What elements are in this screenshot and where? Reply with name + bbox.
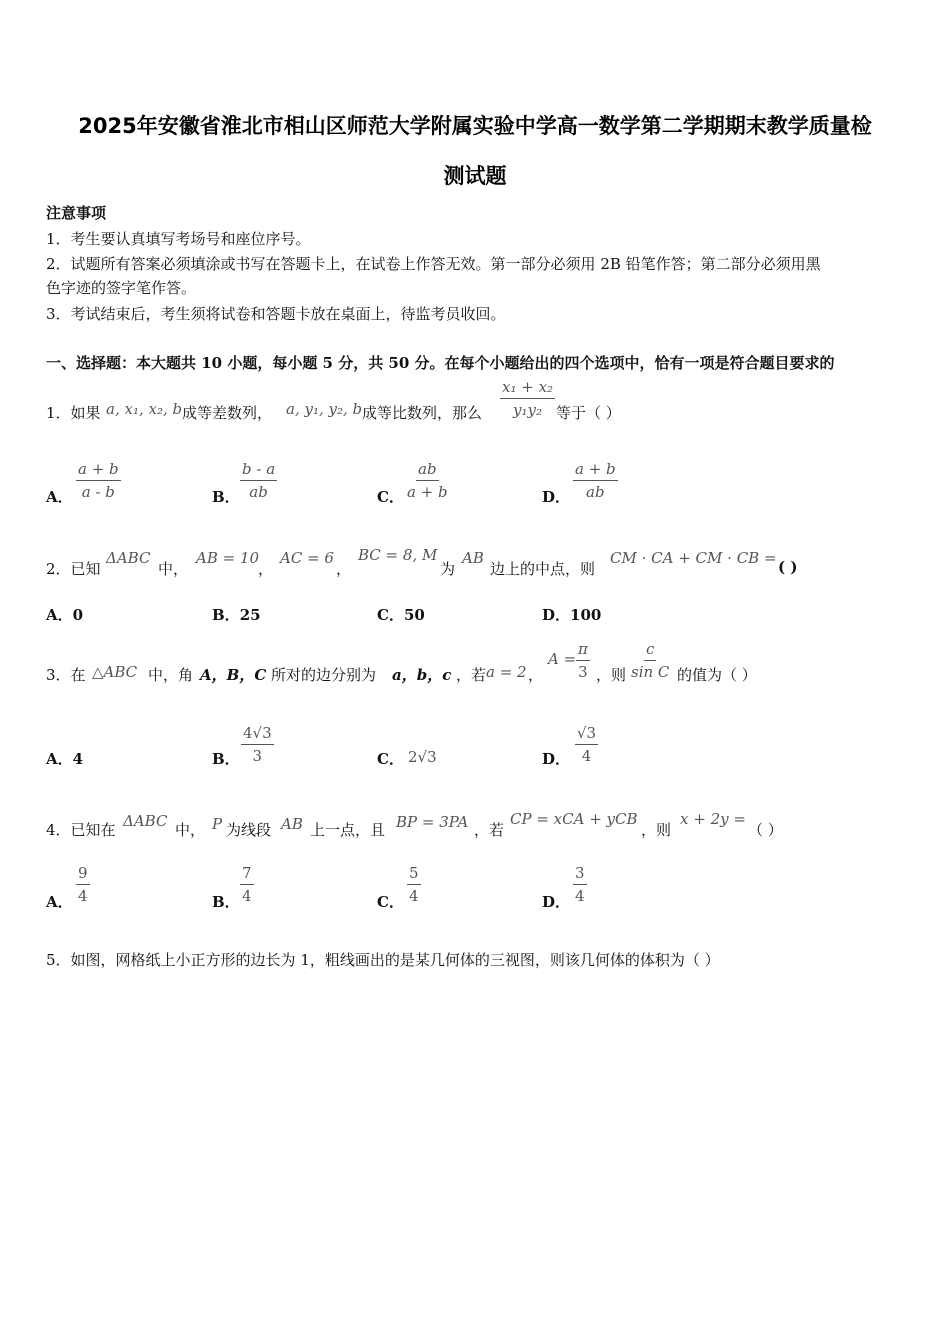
q2-option-d-value: 100	[570, 606, 602, 624]
q2-option-b	[212, 604, 261, 625]
q2-option-a-value: 0	[72, 606, 84, 624]
q3-option-d-den: 4	[581, 747, 592, 765]
q2-option-d-label: D．	[542, 606, 571, 624]
q4-option-d-den: 4	[575, 887, 585, 905]
q3-option-d-label: D．	[542, 750, 571, 768]
q1-number: 1．如果	[46, 404, 101, 422]
q3-text-3: 所对的边分别为	[271, 666, 377, 684]
section-heading: 一、选择题：本大题共 10 小题，每小题 5 分，共 50 分。在每个小题给出的四个选项中，恰有一项是符合题目要求的	[46, 354, 835, 372]
q1-option-d	[573, 460, 618, 501]
q1-text-1: 成等差数列，	[182, 404, 273, 422]
q1-option-c-num: ab	[416, 460, 439, 481]
q3-text-2: A，B，C	[200, 666, 267, 684]
q2-option-c	[377, 604, 425, 625]
q2-math-3: AC = 6	[280, 549, 334, 567]
q4-math-6: x + 2y =	[680, 810, 746, 828]
q4-math-1: ΔABC	[123, 812, 168, 830]
q3-fraction-a-den: 3	[578, 663, 588, 681]
q2-text-2: 为	[440, 560, 456, 578]
q4-option-d-label: D．	[542, 893, 571, 911]
q3-math-3: A =	[548, 650, 577, 668]
q4-option-c	[407, 864, 421, 905]
q2-option-b-label: B．	[212, 606, 240, 624]
notice-item-2-cont: 色字迹的签字笔作答。	[46, 279, 197, 297]
q2-option-c-label: C．	[377, 606, 404, 624]
q3-math-1: △ABC	[92, 663, 138, 681]
q3-option-b-den: 3	[252, 747, 263, 765]
q1-fraction	[500, 378, 555, 419]
q4-option-b-label: B．	[212, 893, 240, 911]
q4-option-a-num: 9	[76, 864, 90, 885]
q4-math-3: AB	[281, 815, 303, 833]
q3-text-6: ，则	[596, 666, 627, 684]
q1-math-2: a, y₁, y₂, b	[286, 400, 363, 418]
q3-text-7: 的值为（ ）	[677, 666, 757, 684]
q3-option-d	[575, 724, 598, 765]
q1-option-b-num: b - a	[240, 460, 277, 481]
question-5: 5．如图，网格纸上小正方形的边长为 1，粗线画出的是某几何体的三视图，则该几何体的体积为（ ）	[46, 951, 720, 969]
q4-option-a-label: A．	[46, 893, 73, 911]
q4-option-b-num: 7	[240, 864, 254, 885]
q1-text-3: 等于（ ）	[556, 404, 621, 422]
q2-math-2: AB = 10	[196, 549, 260, 567]
q2-math-6: CM · CA + CM · CB =	[610, 549, 777, 567]
q3-fraction-b	[631, 640, 669, 681]
q4-math-5: CP = xCA + yCB	[510, 810, 638, 828]
q3-number: 3．在	[46, 666, 86, 684]
q2-text-1: 中，	[158, 560, 189, 578]
q1-math-1: a, x₁, x₂, b	[106, 400, 183, 418]
q1-option-a-label: A．	[46, 488, 73, 506]
q1-option-a	[76, 460, 121, 501]
q3-option-c-label: C．	[377, 750, 404, 768]
q4-math-4: BP = 3PA	[396, 813, 469, 831]
q4-option-d	[573, 864, 587, 905]
q1-option-c-den: a + b	[407, 483, 448, 501]
notice-item-1: 1．考生要认真填写考场号和座位序号。	[46, 230, 311, 248]
title-line-2: 测试题	[443, 164, 507, 188]
q2-comma-1: ，	[258, 560, 274, 578]
q3-option-b-num: 4√3	[241, 724, 274, 745]
q1-option-d-num: a + b	[573, 460, 618, 481]
q4-option-c-den: 4	[409, 887, 419, 905]
q3-fraction-a	[576, 640, 590, 681]
q1-fraction-num: x₁ + x₂	[500, 378, 555, 399]
q4-math-2: P	[212, 815, 223, 833]
q3-text-4: a，b，c	[392, 666, 452, 684]
q3-text-1: 中，角	[148, 666, 194, 684]
notice-item-2: 2．试题所有答案必须填涂或书写在答题卡上，在试卷上作答无效。第一部分必须用 2B 铅笔作答；第二部分必须用黑	[46, 255, 821, 273]
q3-option-d-num: √3	[575, 724, 598, 745]
q1-option-b	[240, 460, 277, 501]
q4-text-3: 上一点，且	[310, 821, 386, 839]
q4-option-a	[76, 864, 90, 905]
title-line-1: 2025年安徽省淮北市相山区师范大学附属实验中学高一数学第二学期期末教学质量检	[78, 114, 872, 138]
q1-option-c	[407, 460, 448, 501]
q3-option-b	[241, 724, 274, 765]
q4-option-a-den: 4	[78, 887, 88, 905]
q3-fraction-b-num: c	[644, 640, 656, 661]
q3-text-5: ，若	[456, 666, 487, 684]
q1-option-a-num: a + b	[76, 460, 121, 481]
q4-text-5: ，则	[641, 821, 672, 839]
q2-option-b-value: 25	[239, 606, 261, 624]
q4-option-c-num: 5	[407, 864, 421, 885]
q2-number: 2．已知	[46, 560, 101, 578]
q4-option-d-num: 3	[573, 864, 587, 885]
q1-option-c-label: C．	[377, 488, 404, 506]
q4-option-b	[240, 864, 254, 905]
q1-option-b-label: B．	[212, 488, 240, 506]
q2-math-5: AB	[462, 549, 484, 567]
q2-text-4: ( )	[778, 558, 798, 576]
q4-number: 4．已知在	[46, 821, 116, 839]
q2-math-4: BC = 8, M	[358, 546, 438, 564]
q1-option-d-label: D．	[542, 488, 571, 506]
q3-comma-1: ，	[528, 666, 544, 684]
q2-math-1: ΔABC	[106, 549, 151, 567]
q1-fraction-den: y₁y₂	[513, 401, 543, 419]
q2-option-d	[542, 604, 601, 625]
q4-text-1: 中，	[175, 821, 206, 839]
q3-fraction-a-num: π	[576, 640, 590, 661]
q4-option-b-den: 4	[242, 887, 252, 905]
q3-option-a	[46, 748, 83, 769]
q4-text-2: 为线段	[226, 821, 272, 839]
q3-math-2: a = 2	[486, 663, 527, 681]
q3-option-c-value: 2√3	[408, 748, 437, 766]
q2-comma-2: ，	[336, 560, 352, 578]
notice-item-3: 3．考试结束后，考生须将试卷和答题卡放在桌面上，待监考员收回。	[46, 305, 506, 323]
q4-text-4: ，若	[474, 821, 505, 839]
q3-fraction-b-den: sin C	[631, 663, 670, 681]
q1-option-d-den: ab	[586, 483, 605, 501]
q3-option-a-label: A．	[46, 750, 73, 768]
q3-option-b-label: B．	[212, 750, 240, 768]
q2-option-c-value: 50	[403, 606, 425, 624]
notice-heading: 注意事项	[46, 204, 107, 222]
q1-option-b-den: ab	[249, 483, 268, 501]
q4-text-6: （ ）	[748, 821, 783, 839]
q3-option-a-value: 4	[72, 750, 84, 768]
q2-option-a-label: A．	[46, 606, 73, 624]
q1-option-a-den: a - b	[81, 483, 115, 501]
q2-text-3: 边上的中点，则	[490, 560, 596, 578]
q1-text-2: 成等比数列，那么	[362, 404, 483, 422]
q2-option-a	[46, 604, 83, 625]
q4-option-c-label: C．	[377, 893, 404, 911]
